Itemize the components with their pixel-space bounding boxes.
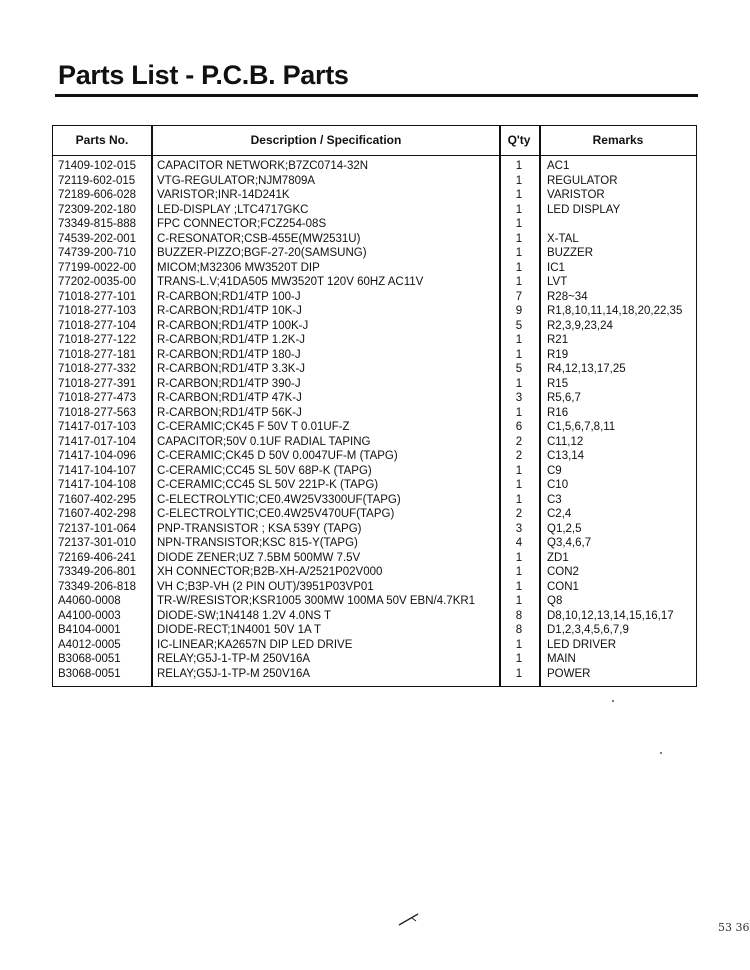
cell-qty: 1 (515, 174, 523, 187)
table-row (53, 594, 696, 609)
cell-parts-no: 72137-301-010 (58, 537, 137, 549)
header-qty: Q'ty (507, 133, 531, 147)
cell-remarks: VARISTOR (547, 189, 605, 201)
cell-description: BUZZER-PIZZO;BGF-27-20(SAMSUNG) (157, 247, 367, 259)
table-row (53, 522, 696, 537)
cell-description: NPN-TRANSISTOR;KSC 815-Y(TAPG) (157, 537, 358, 549)
cell-qty: 1 (515, 653, 523, 665)
cell-remarks: R28~34 (547, 290, 588, 303)
cell-qty: 5 (515, 319, 523, 332)
table-row (53, 333, 696, 348)
table-row (53, 652, 696, 667)
cell-parts-no: 71018-277-332 (58, 363, 137, 375)
cell-remarks: CON1 (547, 580, 579, 593)
header-parts-no: Parts No. (75, 133, 129, 147)
cell-qty: 1 (515, 566, 523, 578)
cell-qty: 1 (515, 464, 523, 477)
cell-qty: 7 (515, 290, 523, 303)
table-row (53, 507, 696, 522)
cell-remarks: R19 (547, 348, 569, 361)
table-row (53, 623, 696, 638)
cell-parts-no: 71607-402-295 (58, 493, 137, 506)
cell-remarks: C2,4 (547, 508, 572, 520)
cell-remarks: C3 (547, 493, 562, 506)
cell-description: VH C;B3P-VH (2 PIN OUT)/3951P03VP01 (157, 580, 374, 593)
cell-description: R-CARBON;RD1/4TP 180-J (157, 348, 301, 361)
cell-qty: 1 (515, 334, 523, 346)
cell-parts-no: 71018-277-104 (58, 319, 137, 332)
cell-description: MICOM;M32306 MW3520T DIP (157, 261, 320, 274)
table-row (53, 348, 696, 363)
cell-parts-no: 73349-206-818 (58, 580, 137, 593)
cell-parts-no: 71018-277-103 (58, 305, 137, 317)
cell-qty: 9 (515, 305, 523, 317)
scan-speck (660, 752, 662, 754)
cell-description: R-CARBON;RD1/4TP 390-J (157, 377, 301, 390)
cell-remarks: X-TAL (547, 232, 579, 245)
cell-remarks: C13,14 (547, 450, 585, 462)
cell-parts-no: 72309-202-180 (58, 203, 137, 216)
title-rule (55, 94, 698, 97)
cell-parts-no: 77202-0035-00 (58, 276, 137, 288)
header-description: Description / Specification (250, 133, 402, 147)
cell-qty: 1 (515, 406, 523, 419)
table-row (53, 565, 696, 580)
table-row (53, 420, 696, 435)
cell-parts-no: B4104-0001 (58, 624, 121, 636)
table-row (53, 391, 696, 406)
cell-parts-no: 72169-406-241 (58, 551, 137, 564)
table-row (53, 449, 696, 464)
table-row (53, 290, 696, 305)
table-row (53, 478, 696, 493)
cell-parts-no: 71409-102-015 (58, 160, 137, 172)
cell-parts-no: 71417-104-108 (58, 479, 137, 491)
cell-description: LED-DISPLAY ;LTC4717GKC (157, 203, 309, 216)
cell-parts-no: 71417-104-107 (58, 464, 137, 477)
cell-qty: 1 (515, 638, 523, 651)
table-row (53, 493, 696, 508)
cell-remarks: BUZZER (547, 247, 593, 259)
cell-description: C-CERAMIC;CK45 F 50V T 0.01UF-Z (157, 421, 350, 433)
table-row (53, 217, 696, 232)
cell-description: RELAY;G5J-1-TP-M 250V16A (157, 653, 311, 665)
cell-qty: 2 (515, 435, 523, 448)
scan-speck (612, 700, 614, 702)
cell-qty: 1 (515, 348, 523, 361)
cell-parts-no: 71018-277-473 (58, 392, 137, 404)
cell-remarks: AC1 (547, 160, 570, 172)
cell-qty: 1 (515, 377, 523, 390)
table-row (53, 159, 696, 174)
cell-description: R-CARBON;RD1/4TP 1.2K-J (157, 334, 306, 346)
cell-parts-no: 71018-277-101 (58, 290, 137, 303)
header-remarks: Remarks (592, 133, 644, 147)
pen-stroke-mark (398, 912, 420, 926)
cell-remarks: Q3,4,6,7 (547, 537, 592, 549)
cell-description: C-CERAMIC;CK45 D 50V 0.0047UF-M (TAPG) (157, 450, 398, 462)
cell-description: R-CARBON;RD1/4TP 3.3K-J (157, 363, 306, 375)
cell-description: C-CERAMIC;CC45 SL 50V 221P-K (TAPG) (157, 479, 379, 491)
table-row (53, 377, 696, 392)
cell-parts-no: 73349-815-888 (58, 218, 137, 230)
cell-remarks: R16 (547, 406, 569, 419)
cell-qty: 1 (515, 493, 523, 506)
cell-qty: 1 (515, 580, 523, 593)
cell-parts-no: 71607-402-298 (58, 508, 137, 520)
table-row (53, 609, 696, 624)
cell-description: C-RESONATOR;CSB-455E(MW2531U) (157, 232, 361, 245)
cell-description: C-ELECTROLYTIC;CE0.4W25V470UF(TAPG) (157, 508, 395, 520)
cell-description: VTG-REGULATOR;NJM7809A (157, 174, 316, 187)
cell-parts-no: 72137-101-064 (58, 522, 137, 535)
cell-remarks: CON2 (547, 566, 579, 578)
cell-remarks: POWER (547, 667, 591, 680)
cell-parts-no: A4012-0005 (58, 638, 121, 651)
table-body (53, 159, 696, 681)
table-row (53, 232, 696, 247)
cell-parts-no: 71417-017-104 (58, 435, 137, 448)
cell-qty: 8 (515, 609, 523, 622)
cell-description: IC-LINEAR;KA2657N DIP LED DRIVE (157, 638, 353, 651)
cell-remarks: C1,5,6,7,8,11 (547, 421, 616, 433)
cell-remarks: LED DRIVER (547, 638, 617, 651)
cell-remarks: R15 (547, 377, 569, 390)
table-row (53, 246, 696, 261)
cell-remarks: D8,10,12,13,14,15,16,17 (547, 609, 674, 622)
cell-remarks: LED DISPLAY (547, 203, 621, 216)
cell-parts-no: 71018-277-181 (58, 348, 137, 361)
cell-parts-no: B3068-0051 (58, 653, 121, 665)
table-row (53, 536, 696, 551)
cell-qty: 3 (515, 522, 523, 535)
cell-remarks: Q1,2,5 (547, 522, 582, 535)
cell-description: FPC CONNECTOR;FCZ254-08S (157, 218, 327, 230)
cell-description: R-CARBON;RD1/4TP 100-J (157, 290, 301, 303)
cell-remarks: REGULATOR (547, 174, 618, 187)
cell-remarks: C11,12 (547, 435, 584, 448)
cell-remarks: MAIN (547, 653, 576, 665)
cell-remarks: LVT (547, 276, 568, 288)
cell-remarks: C9 (547, 464, 562, 477)
cell-description: VARISTOR;INR-14D241K (157, 189, 290, 201)
cell-qty: 1 (515, 667, 523, 680)
cell-qty: 1 (515, 595, 523, 607)
table-row (53, 638, 696, 653)
table-row (53, 304, 696, 319)
table-row (53, 580, 696, 595)
cell-remarks: C10 (547, 479, 569, 491)
cell-qty: 1 (515, 479, 523, 491)
cell-parts-no: 72189-606-028 (58, 189, 137, 201)
cell-remarks: R4,12,13,17,25 (547, 363, 626, 375)
table-row (53, 261, 696, 276)
table-row (53, 464, 696, 479)
cell-description: DIODE ZENER;UZ 7.5BM 500MW 7.5V (157, 551, 361, 564)
table-row (53, 203, 696, 218)
cell-remarks: R2,3,9,23,24 (547, 319, 613, 332)
cell-description: C-ELECTROLYTIC;CE0.4W25V3300UF(TAPG) (157, 493, 401, 506)
parts-table (52, 125, 697, 687)
cell-description: RELAY;G5J-1-TP-M 250V16A (157, 667, 311, 680)
cell-parts-no: 71417-017-103 (58, 421, 137, 433)
cell-parts-no: 73349-206-801 (58, 566, 137, 578)
cell-remarks: D1,2,3,4,5,6,7,9 (547, 624, 629, 636)
cell-description: R-CARBON;RD1/4TP 47K-J (157, 392, 302, 404)
cell-qty: 1 (515, 218, 523, 230)
cell-parts-no: 74739-200-710 (58, 247, 137, 259)
cell-description: CAPACITOR;50V 0.1UF RADIAL TAPING (157, 435, 371, 448)
cell-qty: 1 (515, 232, 523, 245)
cell-parts-no: 72119-602-015 (58, 174, 136, 187)
cell-qty: 2 (515, 450, 523, 462)
table-row (53, 551, 696, 566)
cell-parts-no: A4060-0008 (58, 595, 121, 607)
cell-remarks: R1,8,10,11,14,18,20,22,35 (547, 305, 683, 317)
cell-parts-no: 71018-277-563 (58, 406, 137, 419)
page-title: Parts List - P.C.B. Parts (58, 60, 349, 90)
cell-remarks: R5,6,7 (547, 392, 581, 404)
cell-qty: 8 (515, 624, 523, 636)
cell-parts-no: B3068-0051 (58, 667, 121, 680)
table-row (53, 174, 696, 189)
table-row (53, 188, 696, 203)
cell-remarks: ZD1 (547, 551, 569, 564)
table-row (53, 319, 696, 334)
cell-qty: 1 (515, 160, 523, 172)
cell-parts-no: 71018-277-391 (58, 377, 137, 390)
cell-qty: 4 (515, 537, 523, 549)
cell-remarks: IC1 (547, 261, 565, 274)
cell-qty: 2 (515, 508, 523, 520)
cell-qty: 1 (515, 203, 523, 216)
cell-qty: 1 (515, 551, 523, 564)
table-row (53, 435, 696, 450)
cell-description: CAPACITOR NETWORK;B7ZC0714-32N (157, 160, 369, 172)
cell-parts-no: A4100-0003 (58, 609, 121, 622)
cell-qty: 1 (515, 261, 523, 274)
table-row (53, 406, 696, 421)
cell-description: C-CERAMIC;CC45 SL 50V 68P-K (TAPG) (157, 464, 372, 477)
page-number-mark: 53 36 (718, 921, 750, 934)
cell-description: TRANS-L.V;41DA505 MW3520T 120V 60HZ AC11V (157, 276, 424, 288)
cell-description: DIODE-RECT;1N4001 50V 1A T (157, 624, 322, 636)
table-row (53, 362, 696, 377)
cell-description: R-CARBON;RD1/4TP 100K-J (157, 319, 309, 332)
cell-qty: 3 (515, 392, 523, 404)
cell-parts-no: 77199-0022-00 (58, 261, 137, 274)
table-header (53, 126, 696, 156)
cell-remarks: Q8 (547, 595, 563, 607)
cell-qty: 6 (515, 421, 523, 433)
cell-description: PNP-TRANSISTOR ; KSA 539Y (TAPG) (157, 522, 362, 535)
cell-qty: 1 (515, 247, 523, 259)
cell-qty: 1 (515, 276, 523, 288)
cell-description: DIODE-SW;1N4148 1.2V 4.0NS T (157, 609, 332, 622)
cell-description: R-CARBON;RD1/4TP 10K-J (157, 305, 302, 317)
cell-qty: 1 (515, 189, 523, 201)
table-row (53, 275, 696, 290)
cell-parts-no: 74539-202-001 (58, 232, 137, 245)
cell-description: XH CONNECTOR;B2B-XH-A/2521P02V000 (157, 566, 383, 578)
cell-parts-no: 71018-277-122 (58, 334, 137, 346)
cell-description: TR-W/RESISTOR;KSR1005 300MW 100MA 50V EBN/4.7KR1 (157, 595, 476, 607)
table-row (53, 667, 696, 682)
cell-remarks: R21 (547, 334, 569, 346)
cell-description: R-CARBON;RD1/4TP 56K-J (157, 406, 302, 419)
cell-qty: 5 (515, 363, 523, 375)
cell-parts-no: 71417-104-096 (58, 450, 137, 462)
